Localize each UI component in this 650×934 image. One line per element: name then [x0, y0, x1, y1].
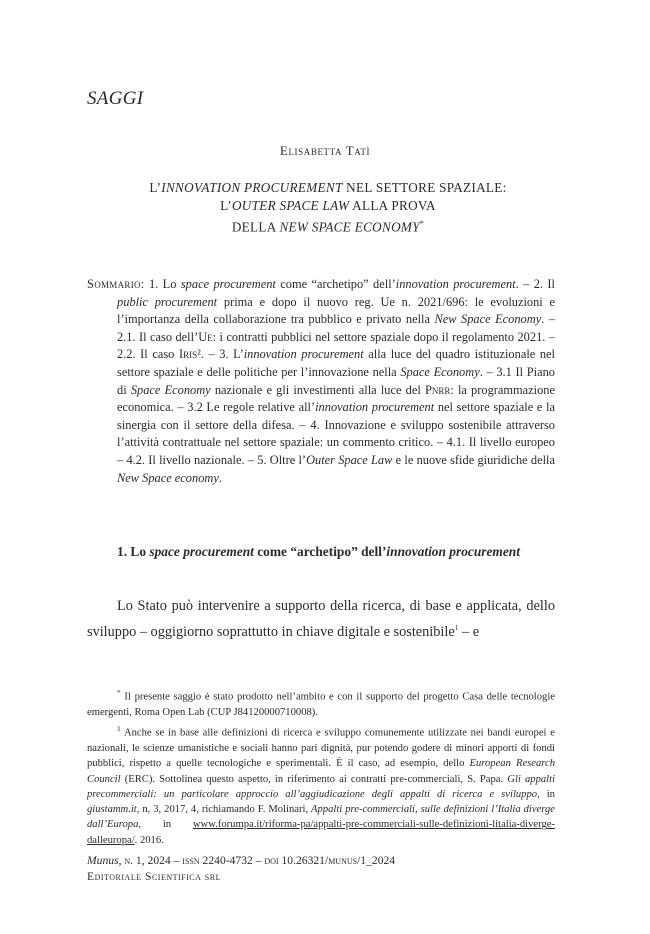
- footnote-1: [87, 721, 555, 848]
- heading-text: 1. Lo: [117, 544, 150, 559]
- publisher-name: Editoriale Scientifica srl: [87, 870, 221, 883]
- body-text: – e: [458, 623, 480, 640]
- footnote-link[interactable]: www.forumpa.it/riforma-pa/appalti-pre-commerciali-sulle-definizioni-litalia-diverge-dalleuropa/: [87, 819, 555, 846]
- summary-text: come “archetipo” dell’: [275, 277, 396, 291]
- journal-name: Munus: [87, 854, 119, 867]
- title-text: ALLA PROVA: [349, 198, 436, 213]
- summary-text: : la programmazione economica. – 3.2 Le regole relative all’: [117, 382, 555, 415]
- summary-italic: innovation procurement: [315, 400, 435, 415]
- body-text: Lo Stato può intervenire a supporto della ricerca, di base e applicata, dello sviluppo – oggigiorno soprattutto in chiave digitale e sostenibile: [87, 598, 555, 640]
- footnote-text: . 2016.: [134, 834, 164, 846]
- title-text: L’: [149, 180, 162, 195]
- footnote-italic: Appalti pre-commerciali, sulle definizioni l’Italia diverge dall’Europa: [87, 804, 555, 831]
- author-name: Elisabetta Tatì: [279, 143, 371, 158]
- article-title: [60, 179, 596, 236]
- title-line-3: [60, 215, 596, 236]
- footnote-star: [87, 685, 555, 720]
- summary-smallcaps: Ue: [198, 329, 213, 344]
- footnote-mark: *: [117, 688, 121, 697]
- footnote-italic: European Research Council: [87, 758, 556, 785]
- body-paragraph: [87, 595, 555, 643]
- summary-text: 1. Lo: [144, 277, 181, 291]
- heading-italic: innovation procurement: [386, 544, 520, 559]
- section-heading: [87, 542, 555, 561]
- title-italic: INNOVATION PROCUREMENT: [161, 180, 343, 195]
- summary-text: prima e dopo il nuovo reg. Ue n. 2021/696: le evoluzioni e l’importanza della collaborazione tra pubblico e privato nella: [117, 294, 556, 327]
- section-label: SAGGI: [87, 88, 144, 109]
- summary-italic: New Space Economy: [434, 312, 542, 327]
- summary-text: alla luce del quadro istituzionale nel settore spaziale e delle politiche per l’innovazione nella: [117, 347, 555, 379]
- footnote-italic: Gli appalti precommerciali: un particolare approccio all’aggiudicazione degli appalti di ricerca e sviluppo: [87, 773, 556, 800]
- summary-smallcaps: Pnrr: [424, 382, 451, 397]
- footnote-mark: 1: [117, 724, 121, 734]
- summary-text: nel settore spaziale e la sinergia con il settore della difesa. – 4. Innovazione e sviluppo sostenibile attraverso l’attività contrattuale nel settore spaziale: un commento critico. – 4.1. Il livello europeo – 4.2. Il livello nazionale. – 5. Oltre l’: [117, 400, 555, 467]
- citation-line: [87, 853, 395, 869]
- title-footnote-mark[interactable]: *: [419, 219, 425, 228]
- summary-text: . – 3.1 Il Piano di: [117, 364, 555, 397]
- citation-text: , n. 1, 2024 – issn 2240-4732 – doi 10.26321/munus/1_2024: [118, 854, 396, 867]
- title-text: DELLA: [231, 219, 280, 235]
- summary-italic: Space Economy: [400, 364, 480, 379]
- summary-text: : i contratti pubblici nel settore spaziale dopo il regolamento 2021. – 2.2. Il caso: [117, 329, 556, 362]
- footnotes: [87, 685, 555, 849]
- summary-italic: Space Economy: [130, 382, 211, 397]
- footnote-text: , in: [537, 788, 555, 800]
- summary-text: . – 2. Il: [515, 277, 555, 291]
- summary: [87, 276, 555, 487]
- summary-text: nazionale e gli investimenti alla luce del: [210, 382, 425, 397]
- title-line-1: [60, 179, 596, 197]
- footnote-text: (ERC). Sottolinea questo aspetto, in riferimento ai contratti pre-commerciali, S. Papa.: [120, 773, 508, 785]
- title-line-2: [60, 197, 596, 215]
- summary-label: Sommario:: [87, 277, 145, 291]
- footnote-ref-1[interactable]: 1: [454, 623, 459, 632]
- title-text: L’: [220, 198, 232, 213]
- footnote-text: Il presente saggio è stato prodotto nell’ambito e con il supporto del progetto Casa delle tecnologie emergenti, Roma Open Lab (CUP J84120000710008).: [87, 691, 555, 718]
- footnote-text: , in: [138, 819, 193, 831]
- title-italic: NEW SPACE ECONOMY: [279, 219, 420, 235]
- summary-italic: New Space economy: [117, 470, 219, 485]
- title-text: NEL SETTORE SPAZIALE:: [342, 180, 507, 195]
- page-footer: [87, 853, 395, 885]
- summary-italic: public procurement: [117, 294, 218, 309]
- summary-italic: innovation procurement: [395, 277, 516, 291]
- summary-text: . – 2.1. Il caso dell’: [117, 312, 556, 344]
- summary-text: e le nuove sfide giuridiche della: [392, 452, 555, 467]
- title-italic: OUTER SPACE LAW: [231, 198, 350, 213]
- footnote-text: Anche se in base alle definizioni di ricerca e sviluppo comunemente utilizzate nei bandi europei e nazionali, le scienze umanistiche e sociali hanno pari dignità, pur potendo godere di minori apporti di fondi pubblici, rispetto a quelle tecnologiche e sperimentali. È il caso, ad esempio, dello: [87, 727, 555, 770]
- summary-italic: innovation procurement: [243, 347, 364, 362]
- summary-text: .: [218, 470, 222, 485]
- heading-text: come “archetipo” dell’: [253, 544, 387, 559]
- heading-italic: space procurement: [149, 544, 254, 559]
- summary-text: ². – 3. L’: [197, 347, 244, 362]
- summary-italic: Outer Space Law: [306, 452, 393, 467]
- footnote-text: , n, 3, 2017, 4, richiamando F. Molinari,: [136, 804, 312, 816]
- summary-italic: space procurement: [180, 277, 276, 291]
- summary-smallcaps: Iris: [178, 347, 198, 362]
- footnote-italic: giustamm.it: [87, 804, 137, 816]
